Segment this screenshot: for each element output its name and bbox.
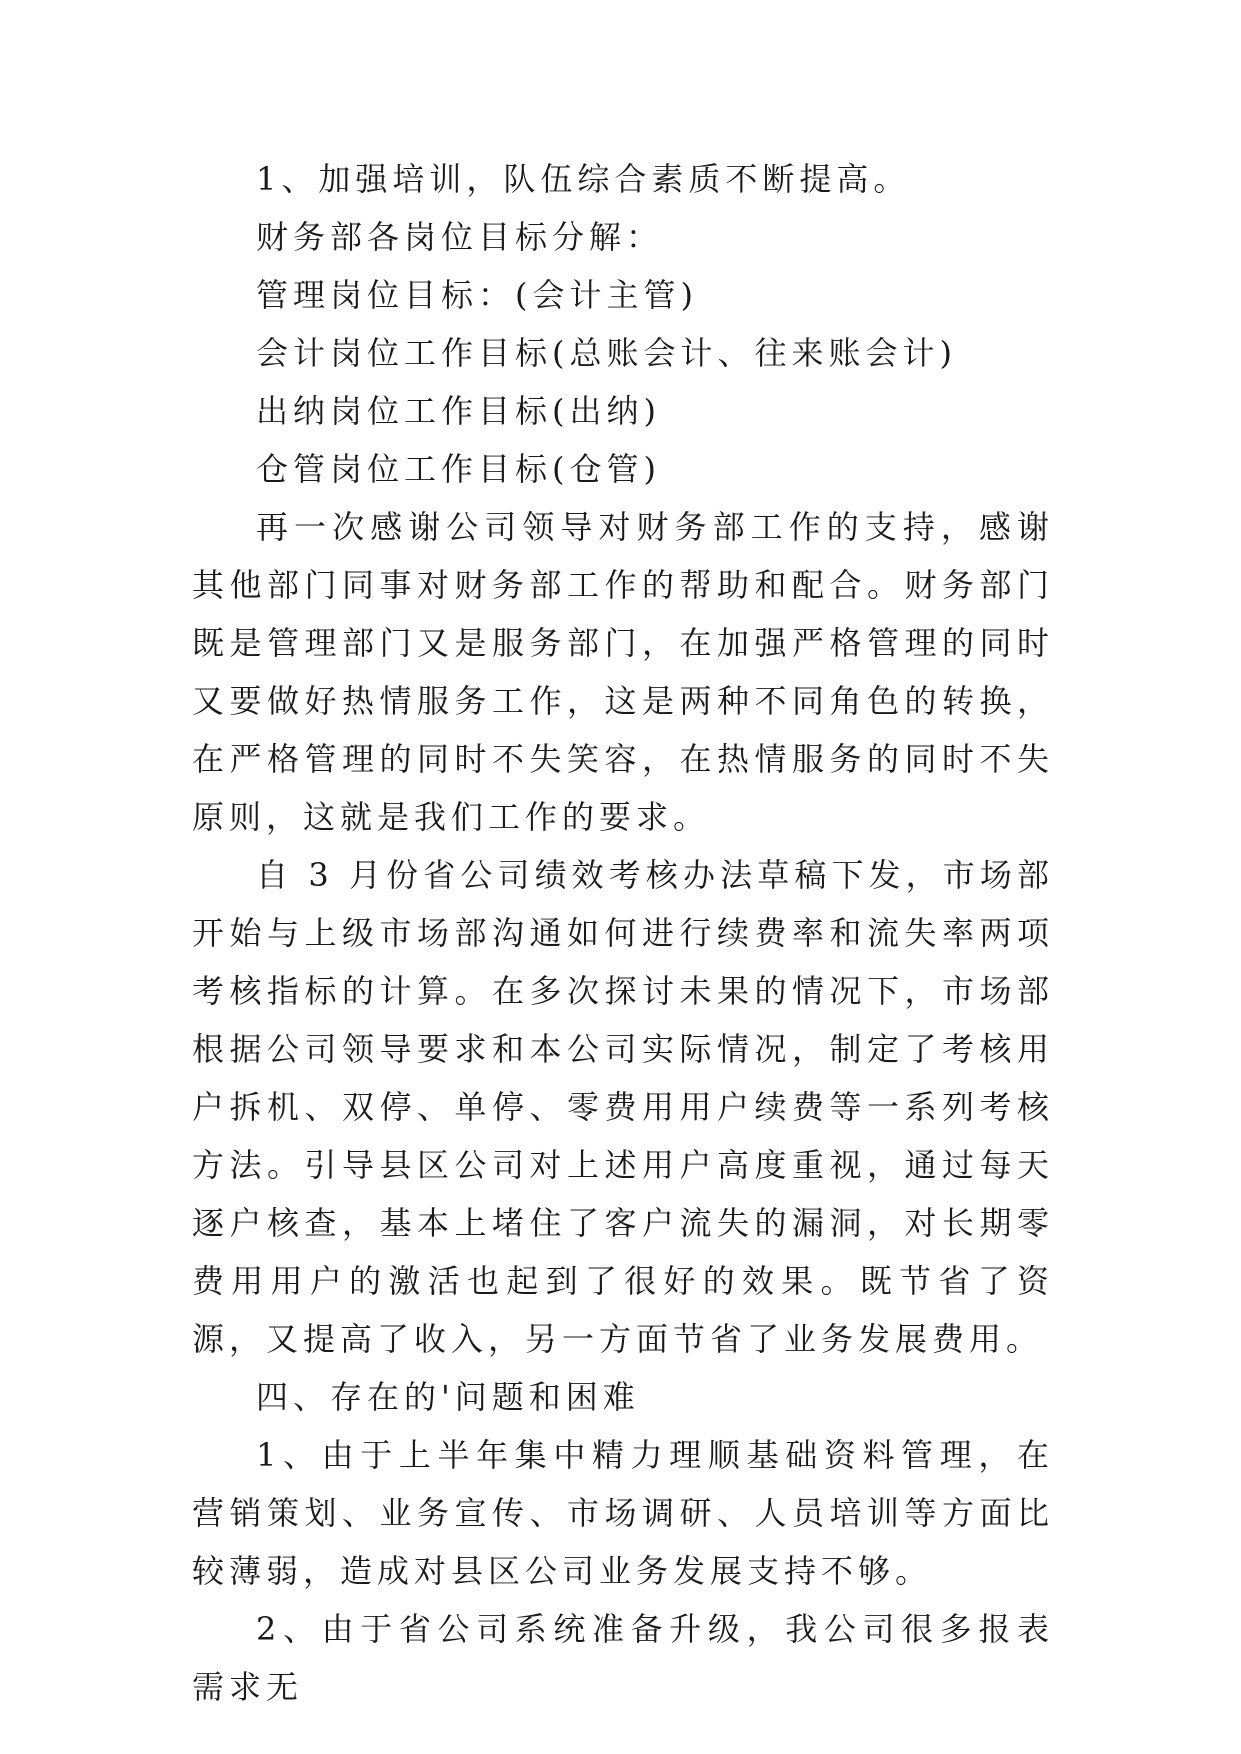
paragraph-problem-1: 1、由于上半年集中精力理顺基础资料管理，在营销策划、业务宣传、市场调研、人员培训等方面比较薄弱，造成对县区公司业务发展支持不够。	[192, 1436, 1054, 1590]
paragraph-cashier-target: 出纳岗位工作目标(出纳)	[256, 392, 661, 430]
section-heading-problems: 四、存在的'问题和困难	[256, 1378, 640, 1416]
paragraph-management-target: 管理岗位目标：(会计主管)	[256, 276, 698, 314]
paragraph-thanks: 再一次感谢公司领导对财务部工作的支持，感谢其他部门同事对财务部工作的帮助和配合。财务部门既是管理部门又是服务部门，在加强严格管理的同时又要做好热情服务工作，这是两种不同角色的转换，在严格管理的同时不失笑容，在热情服务的同时不失原则，这就是我们工作的要求。	[192, 508, 1054, 836]
paragraph-market-assessment: 自 3 月份省公司绩效考核办法草稿下发，市场部开始与上级市场部沟通如何进行续费率和流失率两项考核指标的计算。在多次探讨未果的情况下，市场部根据公司领导要求和本公司实际情况，制定了考核用户拆机、双停、单停、零费用用户续费等一系列考核方法。引导县区公司对上述用户高度重视，通过每天逐户核查，基本上堵住了客户流失的漏洞，对长期零费用用户的激活也起到了很好的效果。既节省了资源，又提高了收入，另一方面节省了业务发展费用。	[192, 856, 1054, 1358]
paragraph-warehouse-target: 仓管岗位工作目标(仓管)	[256, 450, 661, 488]
paragraph-problem-2: 2、由于省公司系统准备升级，我公司很多报表需求无	[192, 1610, 1054, 1706]
paragraph-accounting-target: 会计岗位工作目标(总账会计、往来账会计)	[256, 334, 957, 372]
document-body	[192, 150, 1054, 1716]
paragraph-training: 1、加强培训，队伍综合素质不断提高。	[256, 160, 911, 198]
paragraph-targets-heading: 财务部各岗位目标分解：	[256, 218, 664, 256]
